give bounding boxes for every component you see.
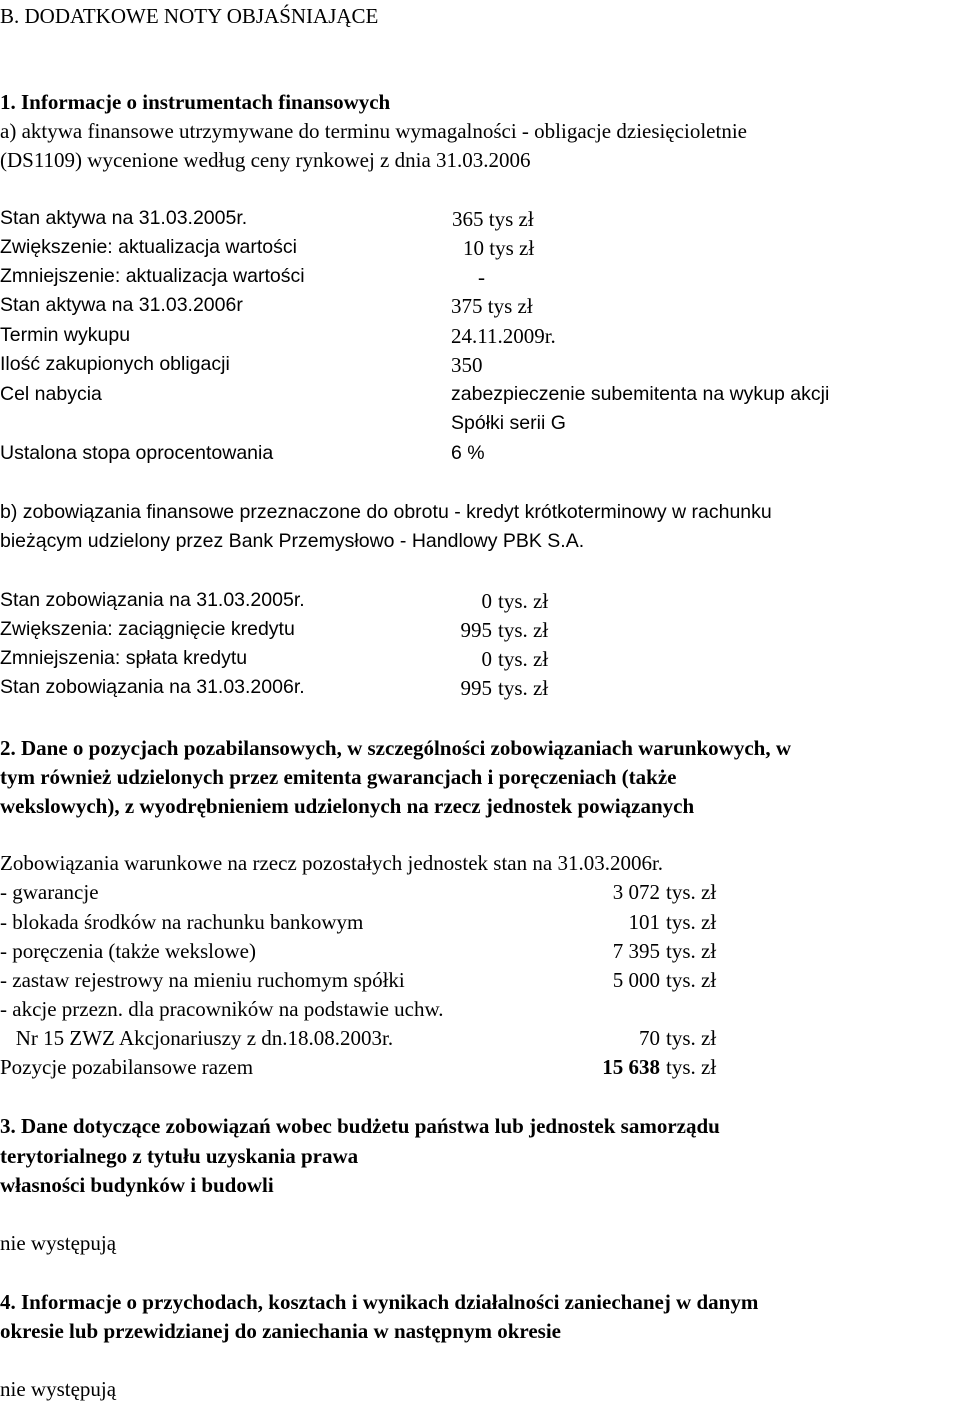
- asset-row-label: Ustalona stopa oprocentowania: [0, 442, 274, 464]
- section-4-title-line-1: 4. Informacje o przychodach, kosztach i wynikach działalności zaniechanej w danym: [0, 1290, 759, 1314]
- offbalance-row-amount: 70: [639, 1026, 660, 1050]
- section-2-title-line-3: wekslowych), z wyodrębnieniem udzielonych na rzecz jednostek powiązanych: [0, 794, 695, 818]
- liability-row-amount: 0: [481, 647, 492, 671]
- document-heading: B. DODATKOWE NOTY OBJAŚNIAJĄCE: [0, 4, 379, 28]
- section-3-title-line-3: własności budynków i budowli: [0, 1173, 274, 1197]
- asset-row-value: 375 tys zł: [451, 294, 533, 318]
- offbalance-row-unit: tys. zł: [666, 880, 717, 904]
- section-2-title-line-2: tym również udzielonych przez emitenta gwarancjach i poręczeniach (także: [0, 765, 677, 789]
- section-4-title-line-2: okresie lub przewidzianej do zaniechania w następnym okresie: [0, 1319, 561, 1343]
- offbalance-row-amount: 101: [628, 910, 660, 934]
- liability-row-unit: tys. zł: [498, 589, 549, 613]
- section-1b-text-line-1: b) zobowiązania finansowe przeznaczone do obrotu - kredyt krótkoterminowy w rachunku: [0, 501, 772, 523]
- liability-row-amount: 995: [460, 618, 492, 642]
- asset-row-label: Termin wykupu: [0, 324, 131, 346]
- section-1b-text-line-2: bieżącym udzielony przez Bank Przemysłowo - Handlowy PBK S.A.: [0, 530, 585, 552]
- liability-row-label: Stan zobowiązania na 31.03.2005r.: [0, 589, 305, 611]
- offbalance-row-label: - gwarancje: [0, 880, 99, 904]
- section-2-intro: Zobowiązania warunkowe na rzecz pozostałych jednostek stan na 31.03.2006r.: [0, 851, 664, 875]
- asset-row-value: 10 tys zł: [463, 236, 535, 260]
- asset-row-label: Ilość zakupionych obligacji: [0, 353, 230, 375]
- offbalance-total-amount: 15 638: [602, 1055, 660, 1079]
- offbalance-row-label: - poręczenia (także wekslowe): [0, 939, 256, 963]
- asset-row-label: Cel nabycia: [0, 383, 102, 405]
- offbalance-row-unit: tys. zł: [666, 1026, 717, 1050]
- asset-row-label: Zwiększenie: aktualizacja wartości: [0, 236, 297, 258]
- asset-row-label: Zmniejszenie: aktualizacja wartości: [0, 265, 305, 287]
- offbalance-row-label: Nr 15 ZWZ Akcjonariuszy z dn.18.08.2003r.: [0, 1026, 394, 1050]
- section-1-title: 1. Informacje o instrumentach finansowych: [0, 90, 391, 114]
- section-3-title-line-2: terytorialnego z tytułu uzyskania prawa: [0, 1144, 359, 1168]
- asset-row-value: 365 tys zł: [452, 207, 534, 231]
- offbalance-row-amount: 5 000: [612, 968, 660, 992]
- offbalance-row-label: - blokada środków na rachunku bankowym: [0, 910, 364, 934]
- liability-row-label: Stan zobowiązania na 31.03.2006r.: [0, 676, 305, 698]
- liability-row-unit: tys. zł: [498, 618, 549, 642]
- offbalance-row-unit: tys. zł: [666, 968, 717, 992]
- asset-row-value: 24.11.2009r.: [451, 324, 556, 348]
- liability-row-unit: tys. zł: [498, 676, 549, 700]
- liability-row-amount: 995: [460, 676, 492, 700]
- asset-row-label: Stan aktywa na 31.03.2005r.: [0, 207, 248, 229]
- section-1a-text-line-2: (DS1109) wycenione według ceny rynkowej z dnia 31.03.2006: [0, 148, 531, 172]
- asset-row-value-continued: Spółki serii G: [451, 412, 566, 434]
- offbalance-row-label: - akcje przezn. dla pracowników na podstawie uchw.: [0, 997, 444, 1021]
- offbalance-total-label: Pozycje pozabilansowe razem: [0, 1055, 254, 1079]
- offbalance-row-label: - zastaw rejestrowy na mieniu ruchomym spółki: [0, 968, 405, 992]
- offbalance-total-unit: tys. zł: [666, 1055, 717, 1079]
- section-1a-text-line-1: a) aktywa finansowe utrzymywane do terminu wymagalności - obligacje dziesięcioletnie: [0, 119, 747, 143]
- offbalance-row-unit: tys. zł: [666, 939, 717, 963]
- liability-row-label: Zwiększenia: zaciągnięcie kredytu: [0, 618, 295, 640]
- asset-row-value: zabezpieczenie subemitenta na wykup akcji: [451, 383, 830, 405]
- section-3-body: nie występują: [0, 1231, 117, 1255]
- offbalance-row-unit: tys. zł: [666, 910, 717, 934]
- asset-row-value: 6 %: [451, 442, 485, 464]
- section-2-title-line-1: 2. Dane o pozycjach pozabilansowych, w szczególności zobowiązaniach warunkowych, w: [0, 736, 791, 760]
- asset-row-value: -: [478, 265, 485, 289]
- offbalance-row-amount: 3 072: [612, 880, 660, 904]
- liability-row-unit: tys. zł: [498, 647, 549, 671]
- asset-row-label: Stan aktywa na 31.03.2006r: [0, 294, 243, 316]
- section-3-title-line-1: 3. Dane dotyczące zobowiązań wobec budżetu państwa lub jednostek samorządu: [0, 1114, 720, 1138]
- offbalance-row-amount: 7 395: [612, 939, 660, 963]
- liability-row-amount: 0: [481, 589, 492, 613]
- asset-row-value: 350: [451, 353, 483, 377]
- section-4-body: nie występują: [0, 1377, 117, 1401]
- liability-row-label: Zmniejszenia: spłata kredytu: [0, 647, 248, 669]
